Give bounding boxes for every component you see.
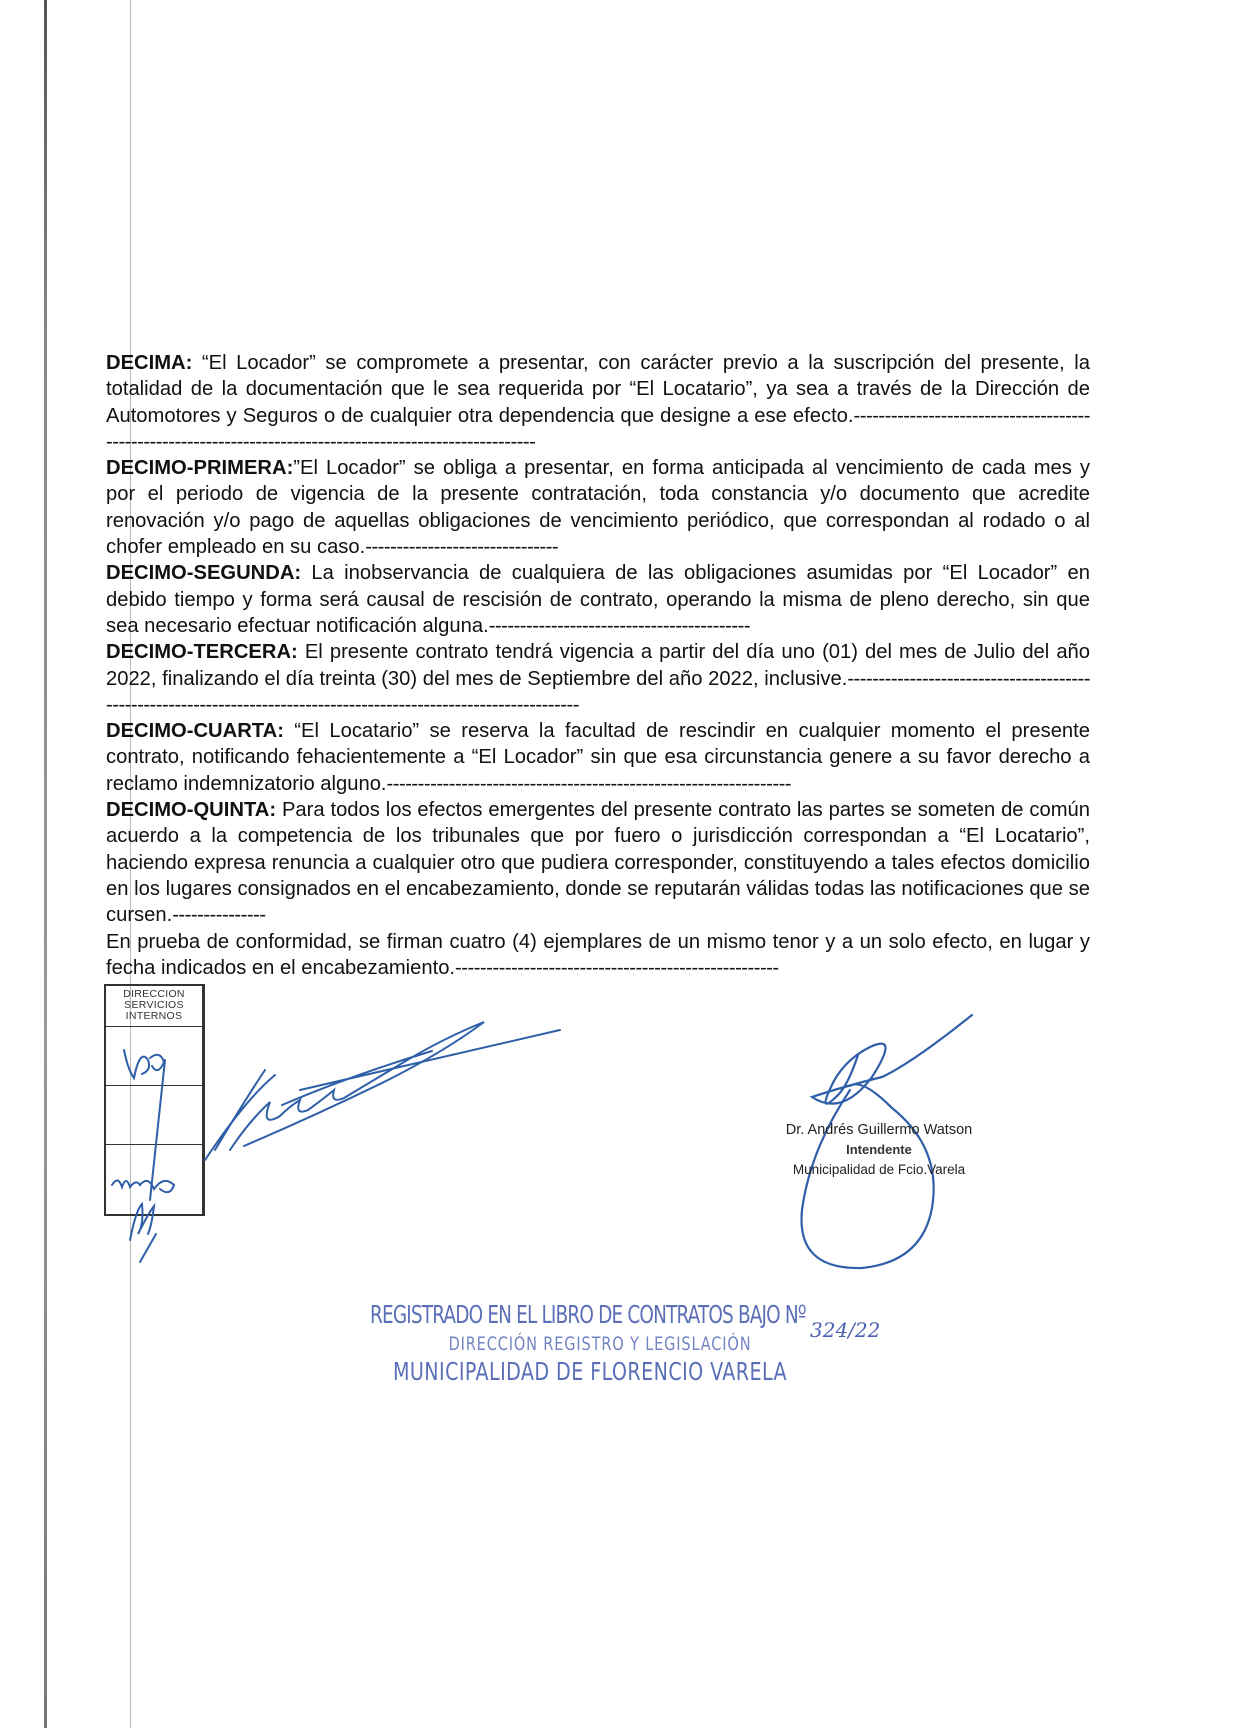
clause-decimo-tercera: DECIMO-TERCERA: El presente contrato tendrá vigencia a partir del día uno (01) del mes de Julio del año 2022, finalizando el día treinta (30) del mes de Septiembre del año 2022, inclusive.------------------------------------------------------------------------------------------------------------------- bbox=[106, 641, 1090, 716]
stamp-header: DIRECCION SERVICIOS INTERNOS bbox=[106, 986, 202, 1027]
stamp-initials-signature bbox=[112, 1050, 174, 1262]
clause-decimo-segunda: DECIMO-SEGUNDA: La inobservancia de cualquiera de las obligaciones asumidas por “El Locador” en debido tiempo y forma será causal de rescisión de contrato, operando la misma de pleno derecho, sin que sea necesario efectuar notificación alguna.------------------------------------------ bbox=[106, 562, 1090, 637]
locador-signature bbox=[205, 1022, 560, 1160]
signatory-title: Intendente bbox=[846, 1142, 912, 1157]
registry-stamp-line1: REGISTRADO EN EL LIBRO DE CONTRATOS BAJO Nº bbox=[370, 1300, 806, 1329]
signatory-entity: Municipalidad de Fcio.Varela bbox=[792, 1162, 966, 1177]
closing-paragraph: En prueba de conformidad, se firman cuatro (4) ejemplares de un mismo tenor y a un solo efecto, en lugar y fecha indicados en el encabezamiento.---------------------------------------------------- bbox=[106, 930, 1090, 979]
clause-decimo-quinta: DECIMO-QUINTA: Para todos los efectos emergentes del presente contrato las partes se someten de común acuerdo a la competencia de los tribunales que por fuero o jurisdicción correspondan a “El Locatario”, haciendo expresa renuncia a cualquier otro que pudiera corresponder, constituyendo a tales efectos domicilio en los lugares consignados en el encabezamiento, donde se reputarán válidas todas las notificaciones que se cursen.--------------- bbox=[106, 799, 1090, 927]
signatory-name: Dr. Andrés Guillermo Watson bbox=[785, 1122, 973, 1138]
clause-decimo-cuarta: DECIMO-CUARTA: “El Locatario” se reserva la facultad de rescindir en cualquier momento el presente contrato, notificando fehacientemente a “El Locador” sin que esa circunstancia genere a su favor derecho a reclamo indemnizatorio alguno.----------------------------------------------------------------- bbox=[106, 720, 1090, 795]
registry-stamp-line3: MUNICIPALIDAD DE FLORENCIO VARELA bbox=[392, 1357, 788, 1386]
clause-decima: DECIMA: “El Locador” se compromete a presentar, con carácter previo a la suscripción del presente, la totalidad de la documentación que le sea requerida por “El Locatario”, ya sea a través de la Dirección de Automotores y Seguros o de cualquier otra dependencia que designe a ese efecto.----------------------------------------------------------------------------------------------------------- bbox=[106, 352, 1090, 453]
signatory-block bbox=[764, 1120, 994, 1180]
registry-number: 324/22 bbox=[810, 1318, 881, 1342]
registry-stamp-line2: DIRECCIÓN REGISTRO Y LEGISLACIÓN bbox=[448, 1333, 752, 1355]
clause-decimo-primera: DECIMO-PRIMERA:”El Locador” se obliga a presentar, en forma anticipada al vencimiento de cada mes y por el periodo de vigencia de la presente contratación, toda constancia y/o documento que acredite renovación y/o pago de aquellas obligaciones de vencimiento periódico, que correspondan al rodado o al chofer empleado en su caso.------------------------------- bbox=[106, 457, 1090, 559]
registry-stamp bbox=[370, 1300, 890, 1386]
